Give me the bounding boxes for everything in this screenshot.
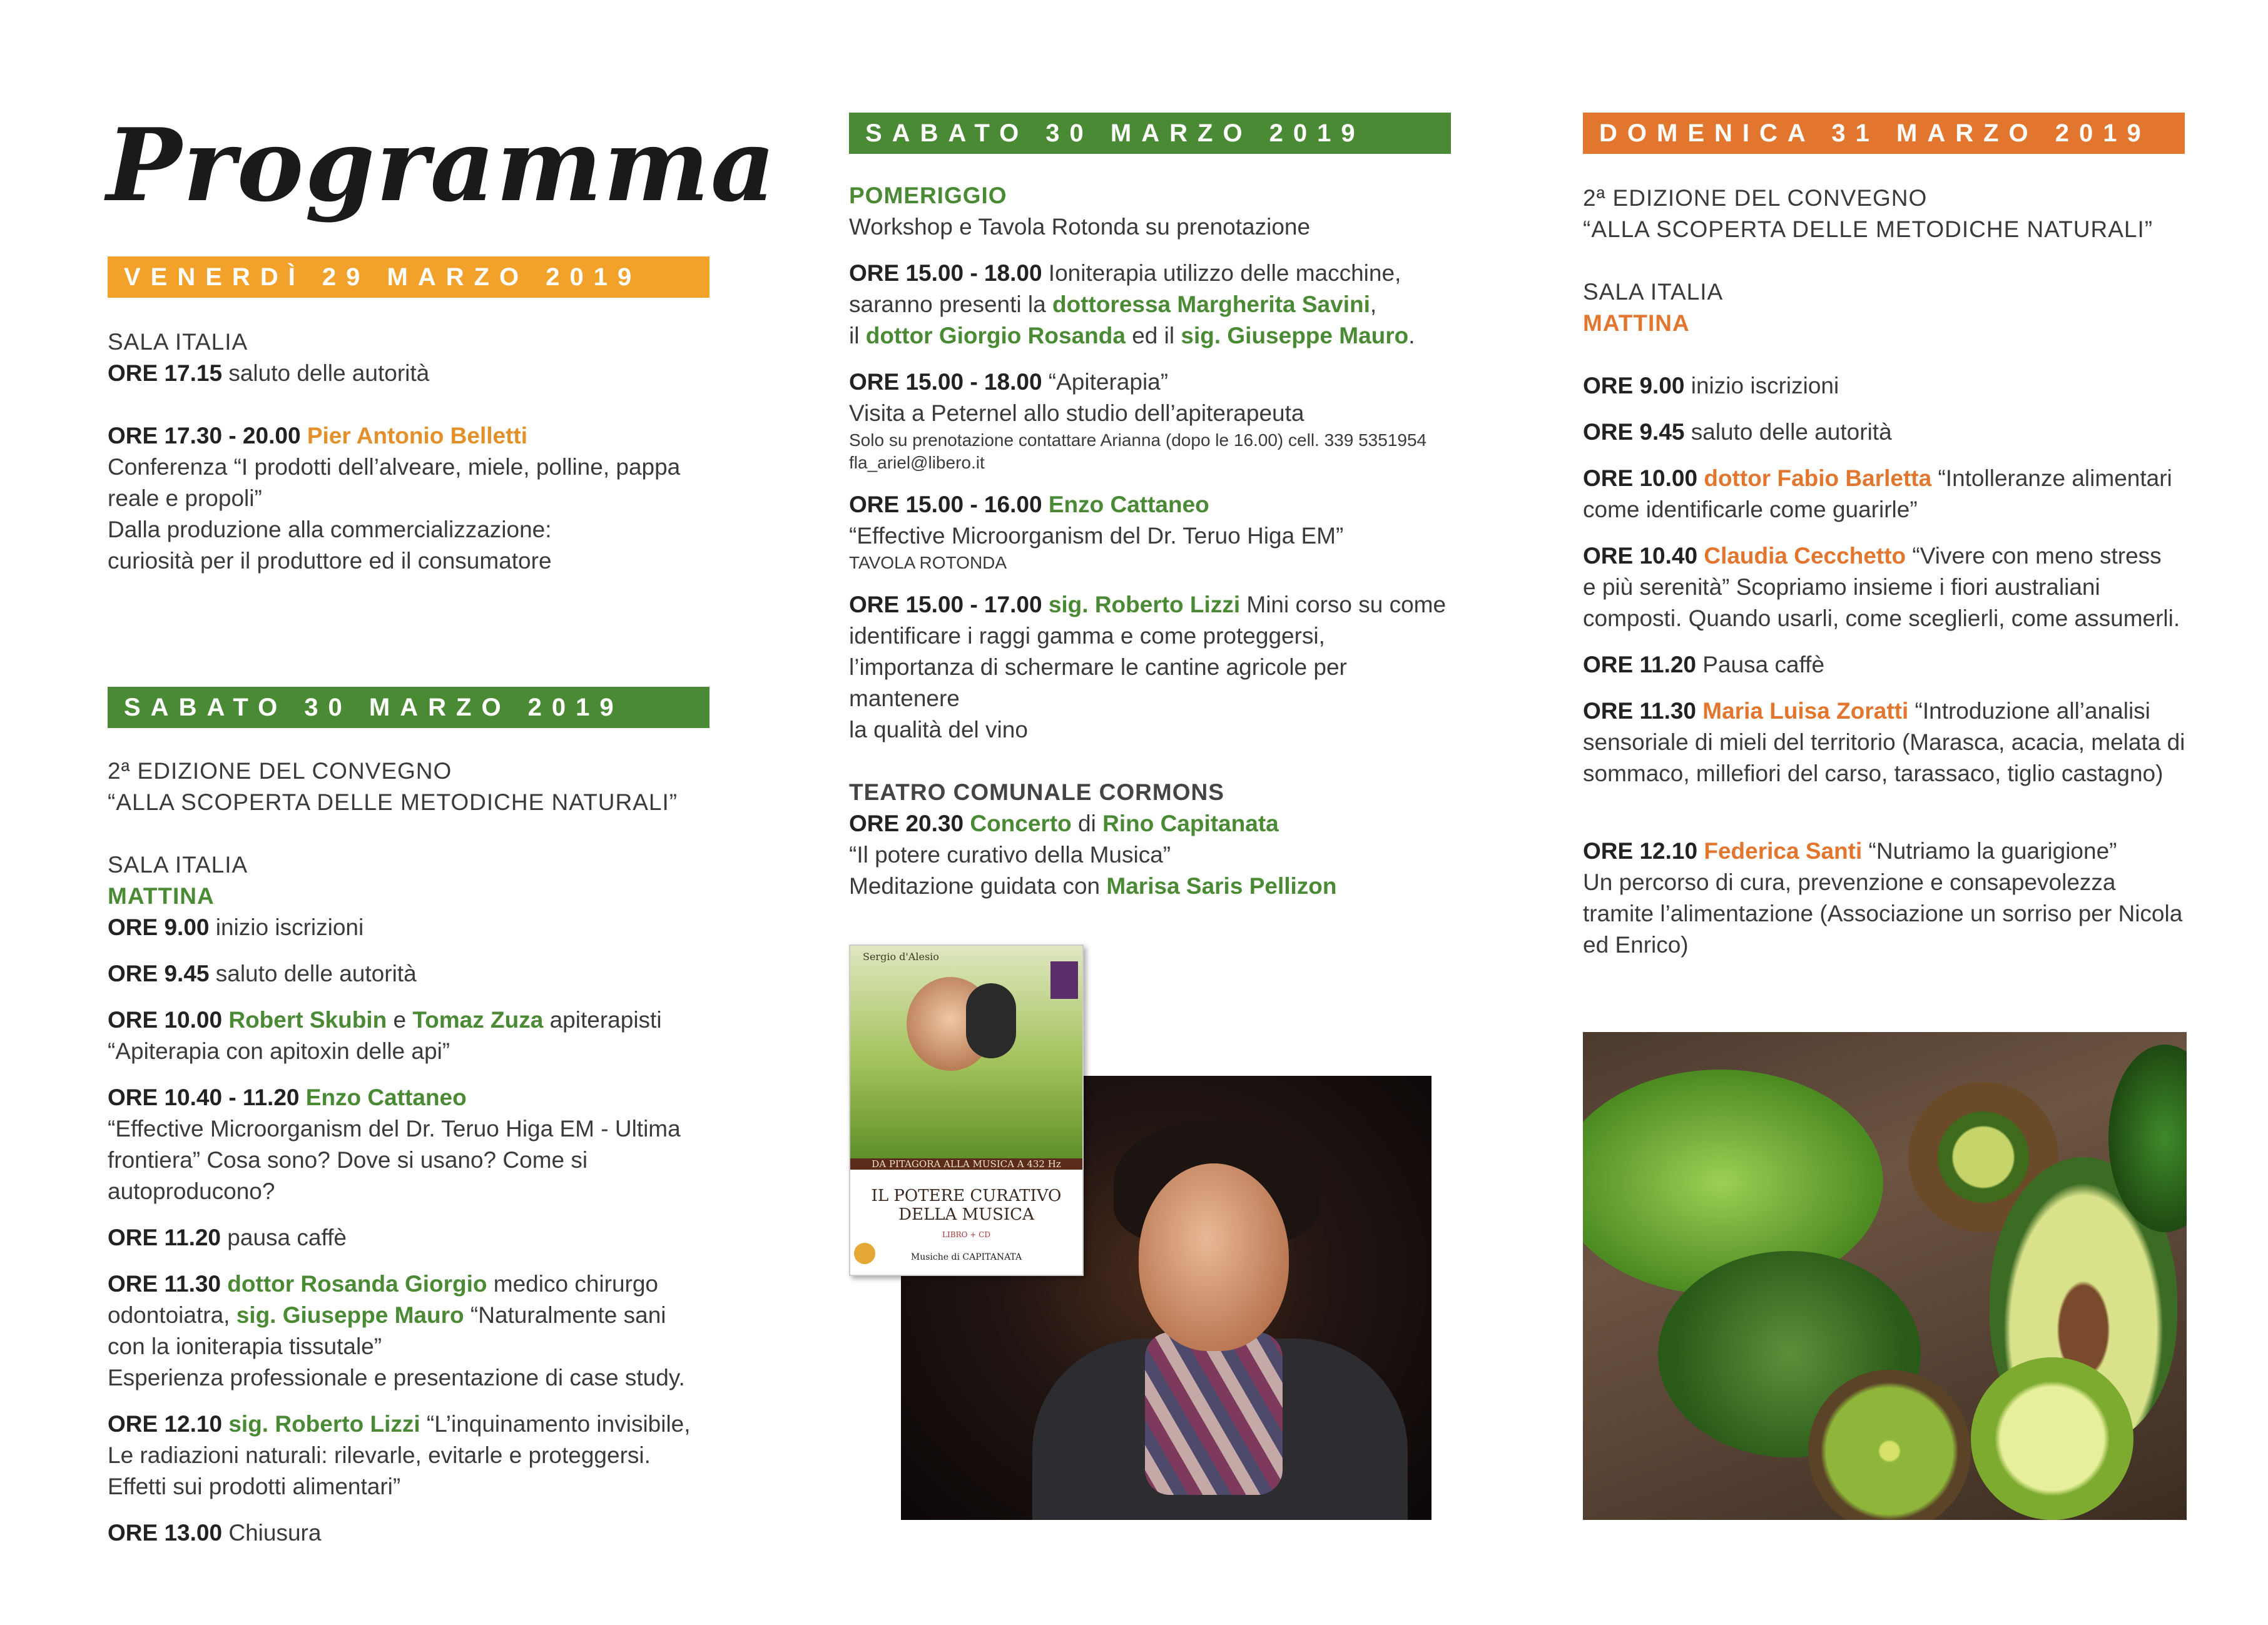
program-item: ORE 13.00 Chiusura bbox=[108, 1520, 322, 1546]
program-item: ORE 12.10 sig. Roberto Lizzi “L’inquinamento invisibile, bbox=[108, 1411, 691, 1437]
program-item: ORE 11.30 Maria Luisa Zoratti “Introduzione all’analisi bbox=[1583, 698, 2150, 724]
friday-block: SALA ITALIA ORE 17.15 saluto delle autorità ORE 17.30 - 20.00 Pier Antonio Belletti Conferenza “I prodotti dell’alveare, miele, polline, pappa reale e propoli” Dalla produzione alla commercializzazione: curiosità per il produttore ed il consumatore bbox=[108, 327, 708, 577]
convention-subtitle: “ALLA SCOPERTA DELLE METODICHE NATURALI” bbox=[1583, 216, 2154, 242]
room-label: SALA ITALIA bbox=[1583, 279, 1724, 305]
day-header-saturday: SABATO 30 MARZO 2019 bbox=[108, 687, 709, 728]
program-item: ORE 10.40 - 11.20 Enzo Cattaneo bbox=[108, 1085, 467, 1110]
publisher-badge-icon bbox=[1050, 961, 1078, 999]
day-header-friday: VENERDÌ 29 MARZO 2019 bbox=[108, 256, 709, 298]
program-item: ORE 11.20 Pausa caffè bbox=[1583, 652, 1825, 677]
book-cover-image: Sergio d'Alesio DA PITAGORA ALLA MUSICA A 432 Hz IL POTERE CURATIVO DELLA MUSICA LIBRO + CD Musiche di CAPITANATA bbox=[849, 944, 1084, 1276]
program-item: ORE 9.00 inizio iscrizioni bbox=[1583, 373, 1839, 398]
convention-title: 2ª EDIZIONE DEL CONVEGNO bbox=[1583, 185, 1928, 211]
program-item: ORE 9.45 saluto delle autorità bbox=[108, 961, 417, 986]
speaker-name: Pier Antonio Belletti bbox=[307, 423, 528, 448]
program-item: ORE 15.00 - 18.00 Ioniterapia utilizzo delle macchine, bbox=[849, 260, 1401, 286]
day-header-sunday: DOMENICA 31 MARZO 2019 bbox=[1583, 113, 2185, 154]
convention-subtitle: “ALLA SCOPERTA DELLE METODICHE NATURALI” bbox=[108, 789, 678, 815]
venue-label: TEATRO COMUNALE CORMONS bbox=[849, 779, 1224, 805]
program-item: ORE 10.00 dottor Fabio Barletta “Intolleranze alimentari bbox=[1583, 465, 2172, 491]
vegetables-photo bbox=[1583, 1032, 2187, 1520]
sunday-block: 2ª EDIZIONE DEL CONVEGNO “ALLA SCOPERTA DELLE METODICHE NATURALI” SALA ITALIA MATTINA ORE 9.00 inizio iscrizioni ORE 9.45 saluto delle autorità ORE 10.00 dottor Fabio Barletta “Intolleranze alimentari come identificarle come guarirle” ORE 10.40 Claudia Cecchetto “Vivere con meno stress e più serenità” Scopriamo insieme i fiori australiani composti. Quando usarli, come sceglierli, come assumerli. ORE 11.20 Pausa caffè ORE 11.30 Maria Luisa Zoratti “Introduzione all’analisi sensoriale di mieli del territorio (Marasca, acacia, melata di sommaco, millefiori del carso, tarassaco, tiglio castagno) ORE 12.10 Federica Santi “Nutriamo la guarigione” Un percorso di cura, prevenzione e consapevolezza tramite l’alimentazione (Associazione un sorriso per Nicola ed Enrico) bbox=[1583, 183, 2190, 961]
book-logo-icon bbox=[854, 1243, 875, 1264]
day-header-saturday-afternoon: SABATO 30 MARZO 2019 bbox=[849, 113, 1451, 154]
program-item: ORE 17.30 - 20.00 Pier Antonio Belletti bbox=[108, 423, 528, 448]
session-label: MATTINA bbox=[1583, 310, 1690, 336]
program-item: ORE 10.40 Claudia Cecchetto “Vivere con meno stress bbox=[1583, 543, 2162, 569]
program-item: ORE 11.20 pausa caffè bbox=[108, 1225, 347, 1250]
room-label: SALA ITALIA bbox=[108, 329, 248, 355]
saturday-morning-block: 2ª EDIZIONE DEL CONVEGNO “ALLA SCOPERTA DELLE METODICHE NATURALI” SALA ITALIA MATTINA ORE 9.00 inizio iscrizioni ORE 9.45 saluto delle autorità ORE 10.00 Robert Skubin e Tomaz Zuza apiterapisti “Apiterapia con apitoxin delle api” ORE 10.40 - 11.20 Enzo Cattaneo “Effective Microorganism del Dr. Teruo Higa EM - Ultima frontiera” Cosa sono? Dove si usano? Come si autoproducono? ORE 11.20 pausa caffè ORE 11.30 dottor Rosanda Giorgio medico chirurgo odontoiatra, sig. Giuseppe Mauro “Naturalmente sani con la ioniterapia tissutale” Esperienza professionale e presentazione di case study. ORE 12.10 sig. Roberto Lizzi “L’inquinamento invisibile, Le radiazioni naturali: rilevarle, evitarle e proteggersi. Effetti sui prodotti alimentari” ORE 13.00 Chiusura bbox=[108, 756, 708, 1549]
convention-title: 2ª EDIZIONE DEL CONVEGNO bbox=[108, 758, 452, 784]
program-item: ORE 11.30 dottor Rosanda Giorgio medico chirurgo bbox=[108, 1271, 659, 1297]
room-label: SALA ITALIA bbox=[108, 852, 248, 878]
program-item: ORE 9.45 saluto delle autorità bbox=[1583, 419, 1892, 445]
session-label: POMERIGGIO bbox=[849, 183, 1007, 208]
program-item: ORE 15.00 - 18.00 “Apiterapia” bbox=[849, 369, 1169, 395]
program-item: ORE 17.15 saluto delle autorità bbox=[108, 360, 430, 386]
program-item: ORE 15.00 - 16.00 Enzo Cattaneo bbox=[849, 492, 1209, 517]
session-label: MATTINA bbox=[108, 883, 215, 909]
program-item: ORE 20.30 Concerto di Rino Capitanata bbox=[849, 811, 1279, 836]
program-item: ORE 9.00 inizio iscrizioni bbox=[108, 914, 364, 940]
page-title: Programma bbox=[106, 106, 777, 224]
program-item: ORE 12.10 Federica Santi “Nutriamo la guarigione” bbox=[1583, 838, 2117, 864]
column-friday-saturday bbox=[108, 0, 708, 1625]
saturday-afternoon-block: POMERIGGIO Workshop e Tavola Rotonda su prenotazione ORE 15.00 - 18.00 Ioniterapia utilizzo delle macchine, saranno presenti la dottoressa Margherita Savini, il dottor Giorgio Rosanda ed il sig. Giuseppe Mauro. ORE 15.00 - 18.00 “Apiterapia” Visita a Peternel allo studio dell’apiterapeuta Solo su prenotazione contattare Arianna (dopo le 16.00) cell. 339 5351954 fla_ariel@libero.it ORE 15.00 - 16.00 Enzo Cattaneo “Effective Microorganism del Dr. Teruo Higa EM” TAVOLA ROTONDA ORE 15.00 - 17.00 sig. Roberto Lizzi Mini corso su come identificare i raggi gamma e come proteggersi, l’importanza di schermare le cantine agricole per mantenere la qualità del vino TEATRO COMUNALE CORMONS ORE 20.30 Concerto di Rino Capitanata “Il potere curativo della Musica” Meditazione guidata con Marisa Saris Pellizon bbox=[849, 180, 1462, 902]
program-item: ORE 10.00 Robert Skubin e Tomaz Zuza apiterapisti bbox=[108, 1007, 662, 1033]
program-item: ORE 15.00 - 17.00 sig. Roberto Lizzi Mini corso su come bbox=[849, 592, 1447, 617]
